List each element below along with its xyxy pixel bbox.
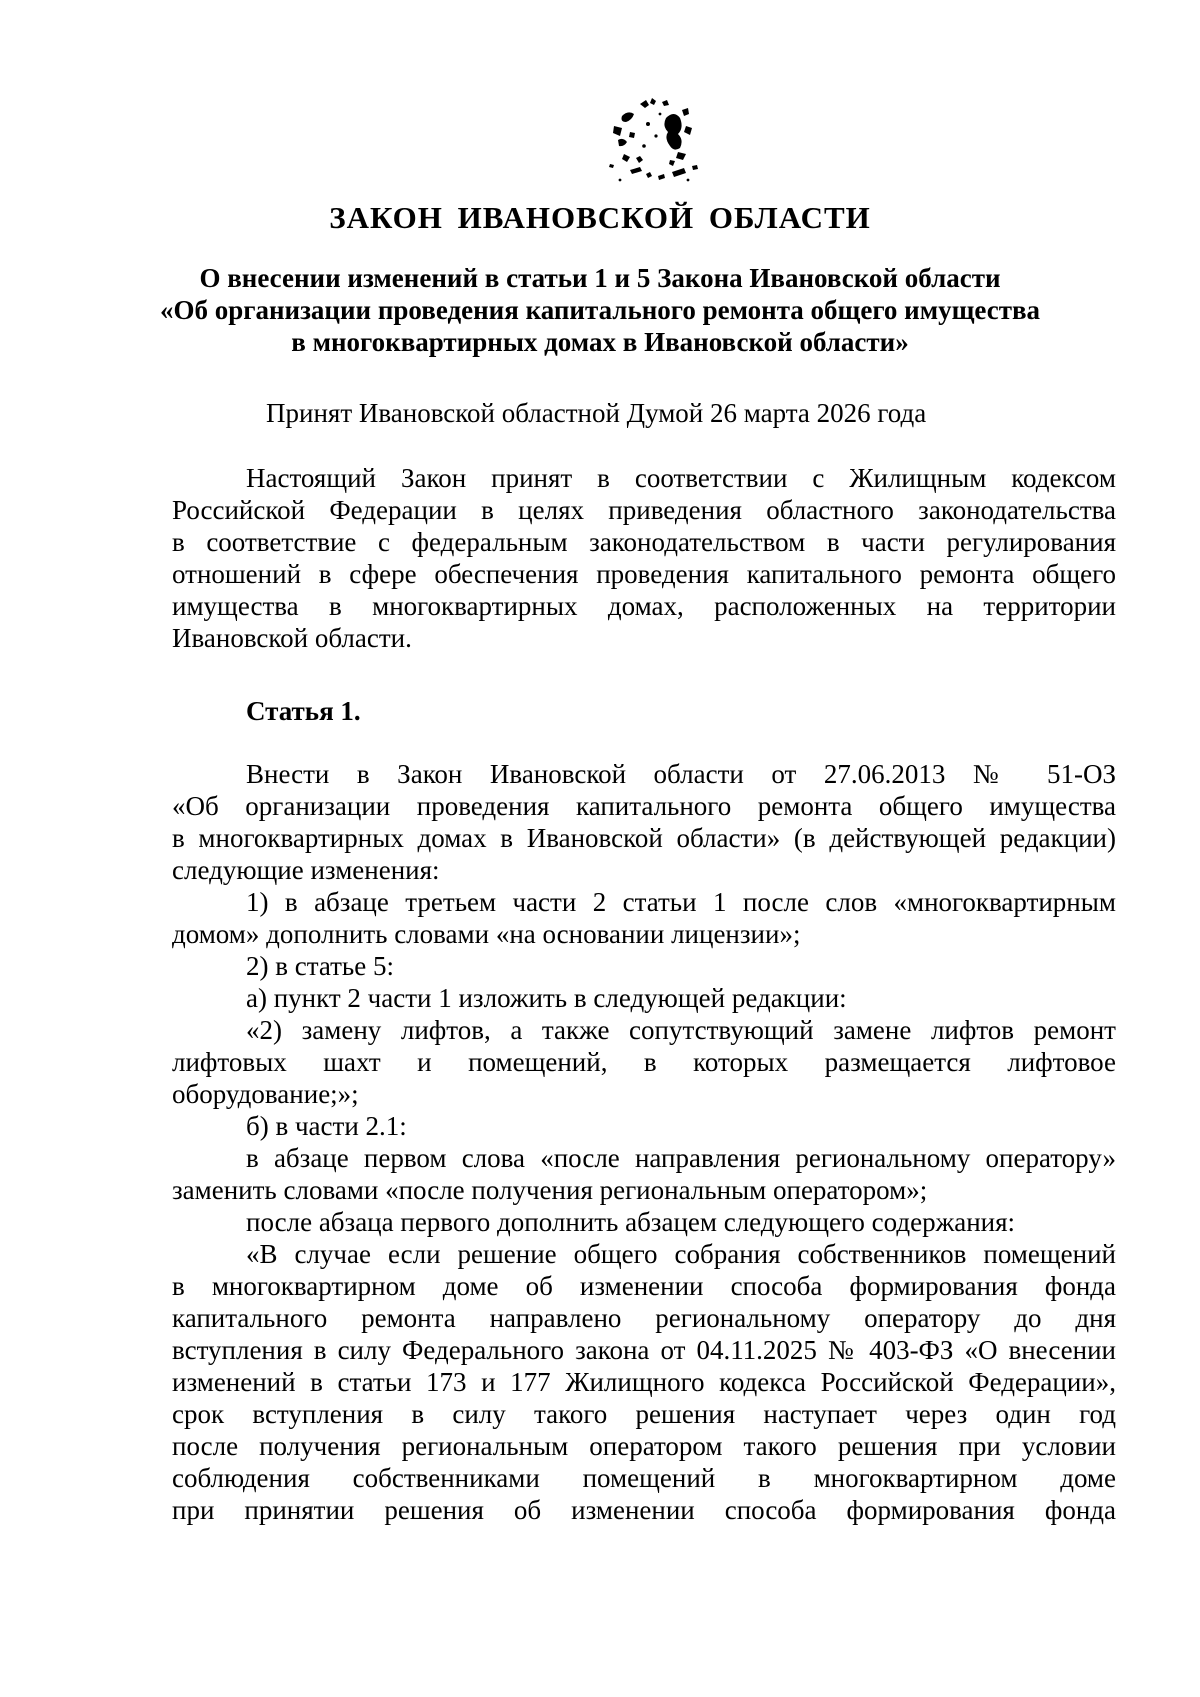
text-line: при принятии решения об изменении способа формирования фонда	[172, 1495, 1116, 1525]
text-line: Ивановской области.	[172, 623, 412, 653]
text-line: отношений в сфере обеспечения проведения капитального ремонта общего	[172, 559, 1116, 589]
law-subtitle	[150, 262, 1050, 358]
text-line: срок вступления в силу такого решения наступает через один год	[172, 1399, 1116, 1429]
text-line: «2) замену лифтов, а также сопутствующий замене лифтов ремонт	[246, 1015, 1116, 1045]
text-line: Российской Федерации в целях приведения областного законодательства	[172, 495, 1116, 525]
text-line: в многоквартирных домах в Ивановской области» (в действующей редакции)	[172, 823, 1116, 853]
subtitle-line: «Об организации проведения капитального ремонта общего имущества	[159, 295, 1041, 325]
text-line: имущества в многоквартирных домах, расположенных на территории	[172, 591, 1116, 621]
text-line: домом» дополнить словами «на основании лицензии»;	[172, 919, 801, 949]
text-line: вступления в силу Федерального закона от 04.11.2025 № 403-ФЗ «О внесении	[172, 1335, 1116, 1365]
text-line: лифтовых шахт и помещений, в которых размещается лифтовое	[172, 1047, 1116, 1077]
article-body	[172, 758, 1116, 1526]
text-line: в абзаце первом слова «после направления региональному оператору»	[246, 1143, 1116, 1173]
preamble	[172, 462, 1116, 654]
text-line: капитального ремонта направлено региональному оператору до дня	[172, 1303, 1116, 1333]
subtitle-line: в многоквартирных домах в Ивановской области»	[291, 327, 909, 357]
text-line: б) в части 2.1:	[246, 1111, 407, 1141]
law-title: ЗАКОН ИВАНОВСКОЙ ОБЛАСТИ	[329, 200, 871, 235]
text-line: «Об организации проведения капитального ремонта общего имущества	[172, 791, 1116, 821]
text-line: а) пункт 2 части 1 изложить в следующей редакции:	[246, 983, 847, 1013]
text-line: соблюдения собственниками помещений в многоквартирном доме	[172, 1463, 1116, 1493]
text-line: в соответствие с федеральным законодательством в части регулирования	[172, 527, 1116, 557]
article-heading: Статья 1.	[246, 696, 361, 726]
text-line: после абзаца первого дополнить абзацем следующего содержания:	[246, 1207, 1016, 1237]
coat-of-arms-emblem-icon	[600, 96, 704, 186]
text-line: оборудование;»;	[172, 1079, 359, 1109]
text-line: изменений в статьи 173 и 177 Жилищного кодекса Российской Федерации»,	[172, 1367, 1116, 1397]
text-line: следующие изменения:	[172, 855, 440, 885]
text-line: в многоквартирном доме об изменении способа формирования фонда	[172, 1271, 1116, 1301]
subtitle-line: О внесении изменений в статьи 1 и 5 Закона Ивановской области	[199, 263, 1001, 293]
text-line: после получения региональным оператором такого решения при условии	[172, 1431, 1116, 1461]
adoption-statement: Принят Ивановской областной Думой 26 марта 2026 года	[266, 398, 927, 428]
text-line: 2) в статье 5:	[246, 951, 394, 981]
text-line: Внести в Закон Ивановской области от 27.06.2013 № 51-ОЗ	[246, 759, 1116, 789]
text-line: заменить словами «после получения региональным оператором»;	[172, 1175, 928, 1205]
text-line: 1) в абзаце третьем части 2 статьи 1 после слов «многоквартирным	[246, 887, 1116, 917]
text-line: «В случае если решение общего собрания собственников помещений	[246, 1239, 1116, 1269]
text-line: Настоящий Закон принят в соответствии с Жилищным кодексом	[246, 463, 1116, 493]
